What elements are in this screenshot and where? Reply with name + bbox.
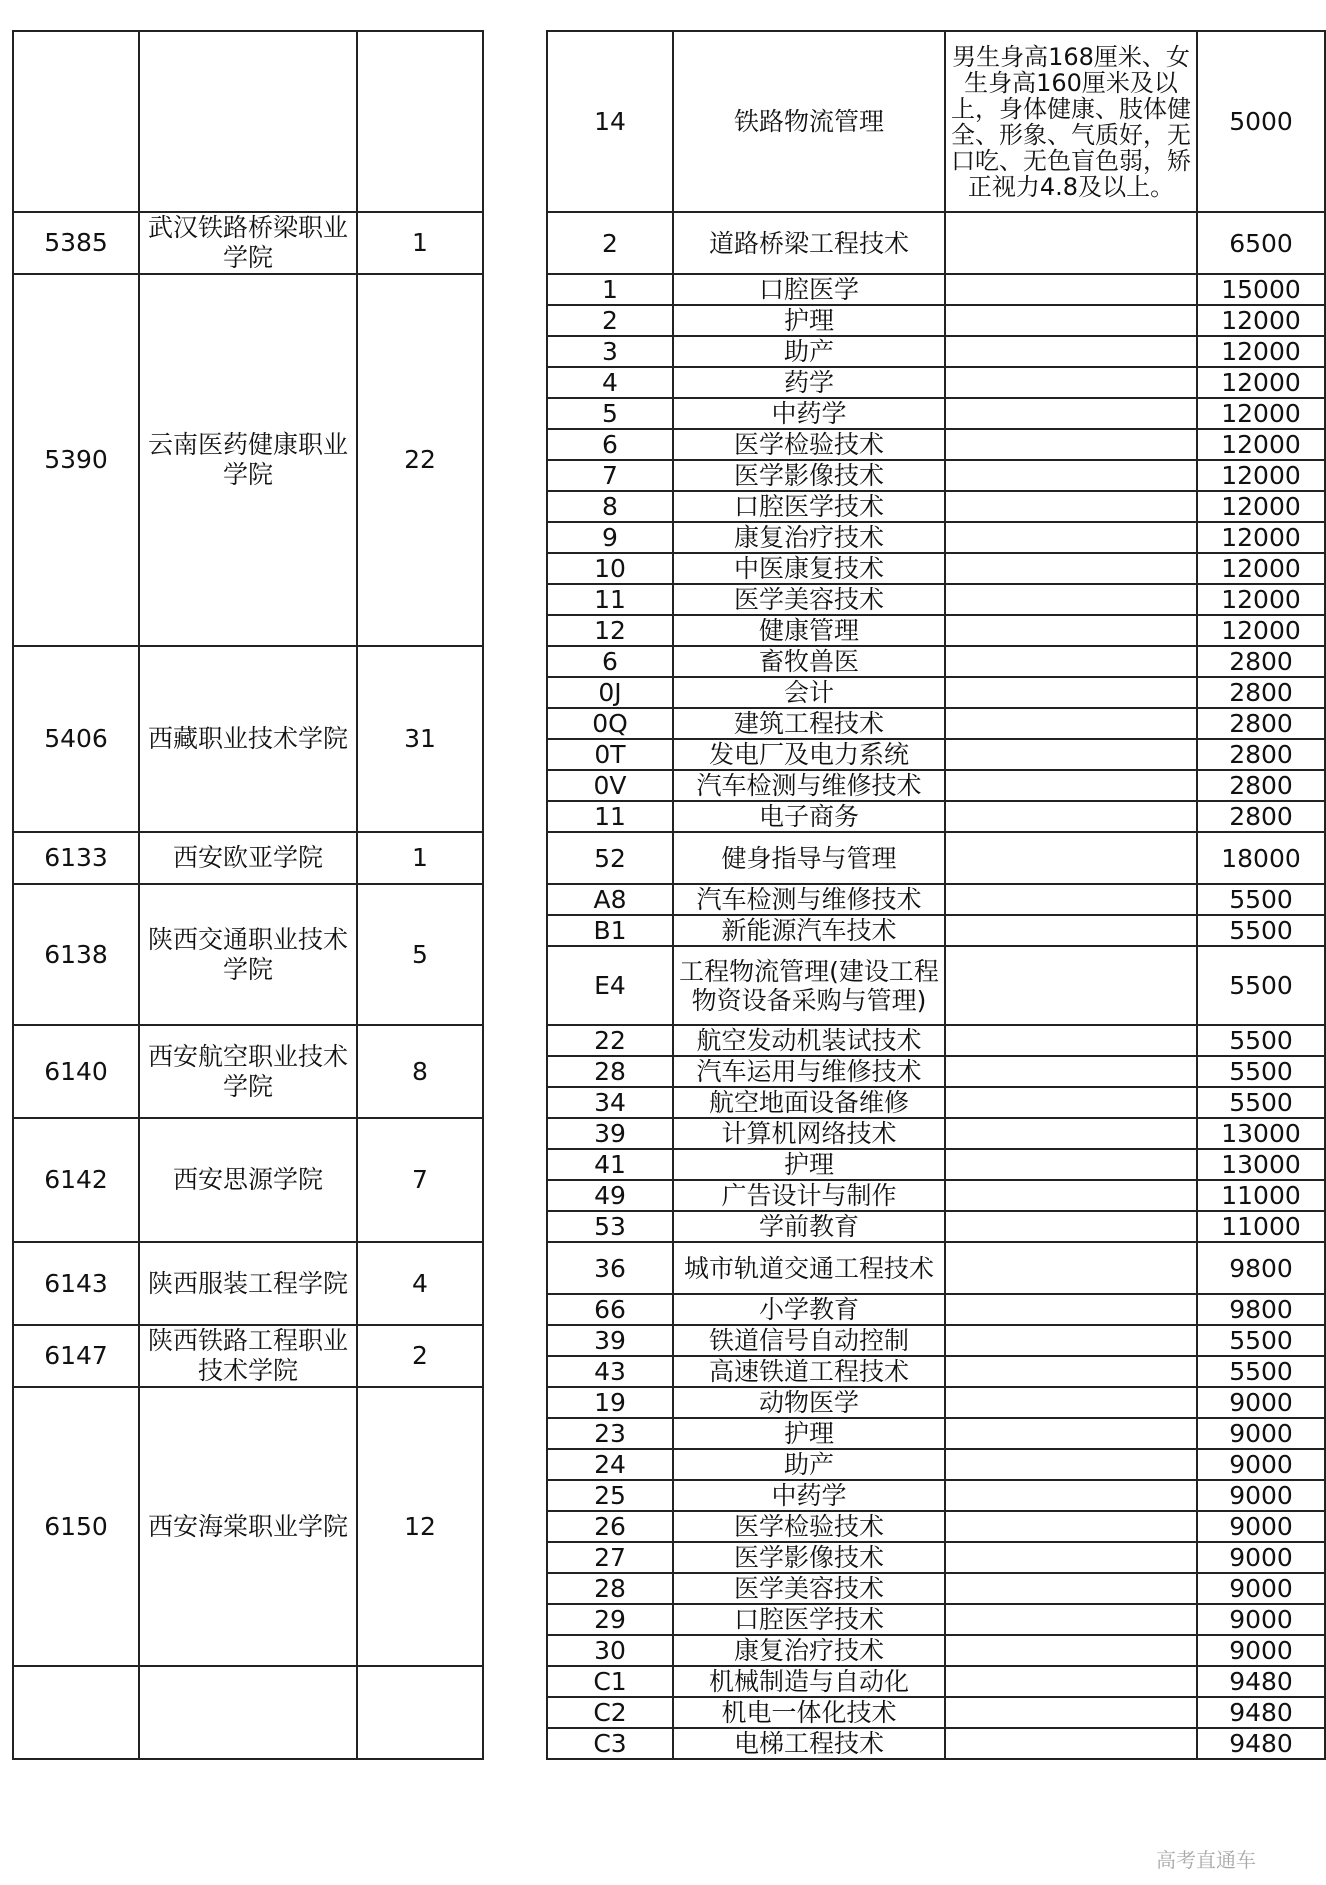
major-code-cell: 49	[547, 1180, 673, 1211]
tuition-cell: 9000	[1197, 1418, 1325, 1449]
table-body	[13, 31, 1325, 1759]
requirements-cell	[945, 801, 1197, 832]
major-code-cell: 43	[547, 1356, 673, 1387]
major-name-cell: 新能源汽车技术	[673, 915, 945, 946]
tuition-cell: 13000	[1197, 1149, 1325, 1180]
school-name-cell: 武汉铁路桥梁职业学院	[139, 212, 357, 274]
major-name-cell: 助产	[673, 336, 945, 367]
requirements-cell	[945, 553, 1197, 584]
tuition-cell: 12000	[1197, 398, 1325, 429]
requirements-cell	[945, 1604, 1197, 1635]
major-name-cell: 会计	[673, 677, 945, 708]
major-name-cell: 中药学	[673, 1480, 945, 1511]
tuition-cell: 2800	[1197, 708, 1325, 739]
column-gap	[483, 646, 547, 832]
plan-count-cell: 4	[357, 1242, 483, 1325]
school-name-cell: 陕西服装工程学院	[139, 1242, 357, 1325]
tuition-cell: 2800	[1197, 739, 1325, 770]
major-name-cell: 医学检验技术	[673, 1511, 945, 1542]
major-code-cell: 66	[547, 1294, 673, 1325]
tuition-cell: 12000	[1197, 615, 1325, 646]
requirements-cell	[945, 884, 1197, 915]
column-gap	[483, 274, 547, 646]
plan-count-cell: 2	[357, 1325, 483, 1387]
major-name-cell: 医学美容技术	[673, 1573, 945, 1604]
tuition-cell: 9800	[1197, 1242, 1325, 1294]
major-name-cell: 药学	[673, 367, 945, 398]
plan-count-cell	[357, 31, 483, 212]
major-code-cell: 52	[547, 832, 673, 884]
major-name-cell: 广告设计与制作	[673, 1180, 945, 1211]
requirements-cell	[945, 1480, 1197, 1511]
major-code-cell: 0V	[547, 770, 673, 801]
tuition-cell: 12000	[1197, 491, 1325, 522]
tuition-cell: 5500	[1197, 1325, 1325, 1356]
column-gap	[483, 1118, 547, 1242]
requirements-cell	[945, 1635, 1197, 1666]
school-name-cell: 陕西铁路工程职业技术学院	[139, 1325, 357, 1387]
requirements-cell	[945, 429, 1197, 460]
table-row	[13, 1387, 1325, 1418]
major-code-cell: C1	[547, 1666, 673, 1697]
major-name-cell: 计算机网络技术	[673, 1118, 945, 1149]
school-code-cell	[13, 1666, 139, 1759]
major-code-cell: 0Q	[547, 708, 673, 739]
requirements-cell	[945, 1511, 1197, 1542]
tuition-cell: 2800	[1197, 801, 1325, 832]
tuition-cell: 5500	[1197, 1025, 1325, 1056]
major-code-cell: 24	[547, 1449, 673, 1480]
tuition-cell: 6500	[1197, 212, 1325, 274]
major-name-cell: 航空地面设备维修	[673, 1087, 945, 1118]
requirements-cell	[945, 1242, 1197, 1294]
requirements-cell	[945, 522, 1197, 553]
major-code-cell: 23	[547, 1418, 673, 1449]
plan-count-cell: 22	[357, 274, 483, 646]
major-name-cell: 医学美容技术	[673, 584, 945, 615]
tuition-cell: 5500	[1197, 1356, 1325, 1387]
column-gap	[483, 1325, 547, 1387]
tuition-cell: 9000	[1197, 1449, 1325, 1480]
school-code-cell: 5385	[13, 212, 139, 274]
tuition-cell: 9000	[1197, 1511, 1325, 1542]
tuition-cell: 12000	[1197, 336, 1325, 367]
tuition-cell: 9000	[1197, 1542, 1325, 1573]
school-name-cell: 西安海棠职业学院	[139, 1387, 357, 1666]
plan-count-cell	[357, 1666, 483, 1759]
requirements-cell	[945, 491, 1197, 522]
tuition-cell: 12000	[1197, 367, 1325, 398]
school-name-cell: 西藏职业技术学院	[139, 646, 357, 832]
tuition-cell: 12000	[1197, 553, 1325, 584]
major-code-cell: B1	[547, 915, 673, 946]
tuition-cell: 12000	[1197, 305, 1325, 336]
major-name-cell: 康复治疗技术	[673, 522, 945, 553]
plan-count-cell: 12	[357, 1387, 483, 1666]
requirements-cell	[945, 1449, 1197, 1480]
tuition-cell: 9480	[1197, 1666, 1325, 1697]
major-code-cell: 6	[547, 646, 673, 677]
major-code-cell: 25	[547, 1480, 673, 1511]
major-name-cell: 动物医学	[673, 1387, 945, 1418]
requirements-cell	[945, 739, 1197, 770]
school-name-cell: 西安航空职业技术学院	[139, 1025, 357, 1118]
requirements-cell	[945, 336, 1197, 367]
major-code-cell: 53	[547, 1211, 673, 1242]
major-code-cell: 9	[547, 522, 673, 553]
major-code-cell: 22	[547, 1025, 673, 1056]
column-gap	[483, 1666, 547, 1759]
major-code-cell: E4	[547, 946, 673, 1025]
major-code-cell: 0T	[547, 739, 673, 770]
requirements-cell: 男生身高168厘米、女生身高160厘米及以上，身体健康、肢体健全、形象、气质好，无口吃、无色盲色弱，矫正视力4.8及以上。	[945, 31, 1197, 212]
requirements-cell	[945, 1025, 1197, 1056]
major-code-cell: 19	[547, 1387, 673, 1418]
plan-count-cell: 8	[357, 1025, 483, 1118]
requirements-cell	[945, 1387, 1197, 1418]
watermark: 高考直通车	[1156, 1848, 1256, 1872]
plan-count-cell: 31	[357, 646, 483, 832]
major-code-cell: 27	[547, 1542, 673, 1573]
column-gap	[483, 832, 547, 884]
school-name-cell: 云南医药健康职业学院	[139, 274, 357, 646]
major-code-cell: 3	[547, 336, 673, 367]
table-row	[13, 646, 1325, 677]
major-code-cell: 41	[547, 1149, 673, 1180]
major-code-cell: A8	[547, 884, 673, 915]
major-code-cell: 8	[547, 491, 673, 522]
tuition-cell: 9000	[1197, 1573, 1325, 1604]
tuition-cell: 13000	[1197, 1118, 1325, 1149]
school-code-cell: 6133	[13, 832, 139, 884]
plan-count-cell: 1	[357, 832, 483, 884]
column-gap	[483, 212, 547, 274]
table-row	[13, 1025, 1325, 1056]
table-row	[13, 1325, 1325, 1356]
school-code-cell: 6138	[13, 884, 139, 1025]
school-name-cell	[139, 1666, 357, 1759]
major-name-cell: 医学影像技术	[673, 460, 945, 491]
school-code-cell: 5406	[13, 646, 139, 832]
major-code-cell: 0J	[547, 677, 673, 708]
major-code-cell: 5	[547, 398, 673, 429]
major-name-cell: 康复治疗技术	[673, 1635, 945, 1666]
major-name-cell: 口腔医学技术	[673, 1604, 945, 1635]
tuition-cell: 18000	[1197, 832, 1325, 884]
major-code-cell: 39	[547, 1118, 673, 1149]
requirements-cell	[945, 1697, 1197, 1728]
tuition-cell: 9000	[1197, 1480, 1325, 1511]
major-name-cell: 高速铁道工程技术	[673, 1356, 945, 1387]
requirements-cell	[945, 1118, 1197, 1149]
tuition-cell: 12000	[1197, 429, 1325, 460]
major-name-cell: 学前教育	[673, 1211, 945, 1242]
major-name-cell: 铁道信号自动控制	[673, 1325, 945, 1356]
major-code-cell: 2	[547, 305, 673, 336]
column-gap	[483, 1242, 547, 1325]
major-code-cell: 7	[547, 460, 673, 491]
table-row	[13, 1242, 1325, 1294]
major-code-cell: 29	[547, 1604, 673, 1635]
table-row	[13, 832, 1325, 884]
tuition-cell: 9000	[1197, 1387, 1325, 1418]
major-name-cell: 医学检验技术	[673, 429, 945, 460]
major-code-cell: 11	[547, 801, 673, 832]
enrollment-table	[12, 30, 1326, 1760]
tuition-cell: 5500	[1197, 1056, 1325, 1087]
major-name-cell: 航空发动机装试技术	[673, 1025, 945, 1056]
requirements-cell	[945, 1356, 1197, 1387]
tuition-cell: 9000	[1197, 1604, 1325, 1635]
requirements-cell	[945, 915, 1197, 946]
major-code-cell: 6	[547, 429, 673, 460]
major-code-cell: C3	[547, 1728, 673, 1759]
requirements-cell	[945, 708, 1197, 739]
major-code-cell: 4	[547, 367, 673, 398]
major-code-cell: 1	[547, 274, 673, 305]
major-code-cell: C2	[547, 1697, 673, 1728]
major-name-cell: 健身指导与管理	[673, 832, 945, 884]
major-code-cell: 28	[547, 1056, 673, 1087]
requirements-cell	[945, 770, 1197, 801]
major-code-cell: 2	[547, 212, 673, 274]
column-gap	[483, 31, 547, 212]
major-name-cell: 护理	[673, 1149, 945, 1180]
table-row	[13, 884, 1325, 915]
tuition-cell: 2800	[1197, 646, 1325, 677]
requirements-cell	[945, 1294, 1197, 1325]
tuition-cell: 2800	[1197, 677, 1325, 708]
tuition-cell: 12000	[1197, 584, 1325, 615]
major-name-cell: 健康管理	[673, 615, 945, 646]
major-code-cell: 12	[547, 615, 673, 646]
major-name-cell: 口腔医学技术	[673, 491, 945, 522]
requirements-cell	[945, 1542, 1197, 1573]
tuition-cell: 12000	[1197, 522, 1325, 553]
tuition-cell: 5500	[1197, 1087, 1325, 1118]
table-row	[13, 31, 1325, 212]
plan-count-cell: 7	[357, 1118, 483, 1242]
requirements-cell	[945, 212, 1197, 274]
major-name-cell: 电子商务	[673, 801, 945, 832]
school-code-cell: 6150	[13, 1387, 139, 1666]
major-name-cell: 机电一体化技术	[673, 1697, 945, 1728]
major-code-cell: 28	[547, 1573, 673, 1604]
table-row	[13, 212, 1325, 274]
requirements-cell	[945, 1666, 1197, 1697]
requirements-cell	[945, 1180, 1197, 1211]
school-name-cell: 西安欧亚学院	[139, 832, 357, 884]
major-code-cell: 10	[547, 553, 673, 584]
major-name-cell: 汽车检测与维修技术	[673, 770, 945, 801]
table-row	[13, 274, 1325, 305]
major-code-cell: 39	[547, 1325, 673, 1356]
requirements-cell	[945, 832, 1197, 884]
requirements-cell	[945, 1418, 1197, 1449]
requirements-cell	[945, 1087, 1197, 1118]
major-code-cell: 14	[547, 31, 673, 212]
requirements-cell	[945, 1573, 1197, 1604]
column-gap	[483, 1387, 547, 1666]
major-name-cell: 医学影像技术	[673, 1542, 945, 1573]
major-name-cell: 护理	[673, 1418, 945, 1449]
school-name-cell: 陕西交通职业技术学院	[139, 884, 357, 1025]
tuition-cell: 11000	[1197, 1211, 1325, 1242]
major-code-cell: 11	[547, 584, 673, 615]
requirements-cell	[945, 646, 1197, 677]
major-name-cell: 助产	[673, 1449, 945, 1480]
major-name-cell: 中医康复技术	[673, 553, 945, 584]
requirements-cell	[945, 367, 1197, 398]
tuition-cell: 9480	[1197, 1697, 1325, 1728]
requirements-cell	[945, 946, 1197, 1025]
requirements-cell	[945, 584, 1197, 615]
major-name-cell: 电梯工程技术	[673, 1728, 945, 1759]
requirements-cell	[945, 460, 1197, 491]
tuition-cell: 9000	[1197, 1635, 1325, 1666]
plan-count-cell: 5	[357, 884, 483, 1025]
requirements-cell	[945, 1325, 1197, 1356]
school-code-cell: 6140	[13, 1025, 139, 1118]
requirements-cell	[945, 1728, 1197, 1759]
major-name-cell: 汽车运用与维修技术	[673, 1056, 945, 1087]
plan-count-cell: 1	[357, 212, 483, 274]
tuition-cell: 12000	[1197, 460, 1325, 491]
tuition-cell: 5500	[1197, 915, 1325, 946]
tuition-cell: 2800	[1197, 770, 1325, 801]
requirements-cell	[945, 398, 1197, 429]
major-name-cell: 口腔医学	[673, 274, 945, 305]
tuition-cell: 11000	[1197, 1180, 1325, 1211]
requirements-cell	[945, 1056, 1197, 1087]
major-name-cell: 畜牧兽医	[673, 646, 945, 677]
school-code-cell: 6142	[13, 1118, 139, 1242]
requirements-cell	[945, 615, 1197, 646]
major-name-cell: 汽车检测与维修技术	[673, 884, 945, 915]
school-code-cell	[13, 31, 139, 212]
requirements-cell	[945, 677, 1197, 708]
tuition-cell: 9480	[1197, 1728, 1325, 1759]
major-code-cell: 36	[547, 1242, 673, 1294]
major-name-cell: 小学教育	[673, 1294, 945, 1325]
tuition-cell: 15000	[1197, 274, 1325, 305]
major-name-cell: 道路桥梁工程技术	[673, 212, 945, 274]
school-code-cell: 5390	[13, 274, 139, 646]
tuition-cell: 9800	[1197, 1294, 1325, 1325]
major-name-cell: 工程物流管理(建设工程物资设备采购与管理)	[673, 946, 945, 1025]
table-row	[13, 1666, 1325, 1697]
table-row	[13, 1118, 1325, 1149]
major-name-cell: 护理	[673, 305, 945, 336]
school-name-cell: 西安思源学院	[139, 1118, 357, 1242]
major-name-cell: 铁路物流管理	[673, 31, 945, 212]
major-name-cell: 中药学	[673, 398, 945, 429]
requirements-cell	[945, 1211, 1197, 1242]
major-name-cell: 机械制造与自动化	[673, 1666, 945, 1697]
tuition-cell: 5000	[1197, 31, 1325, 212]
major-code-cell: 30	[547, 1635, 673, 1666]
requirements-cell	[945, 305, 1197, 336]
school-code-cell: 6147	[13, 1325, 139, 1387]
tuition-cell: 5500	[1197, 946, 1325, 1025]
major-name-cell: 发电厂及电力系统	[673, 739, 945, 770]
major-code-cell: 34	[547, 1087, 673, 1118]
requirements-cell	[945, 1149, 1197, 1180]
school-name-cell	[139, 31, 357, 212]
column-gap	[483, 884, 547, 1025]
major-name-cell: 建筑工程技术	[673, 708, 945, 739]
tuition-cell: 5500	[1197, 884, 1325, 915]
column-gap	[483, 1025, 547, 1118]
major-code-cell: 26	[547, 1511, 673, 1542]
requirements-cell	[945, 274, 1197, 305]
major-name-cell: 城市轨道交通工程技术	[673, 1242, 945, 1294]
school-code-cell: 6143	[13, 1242, 139, 1325]
